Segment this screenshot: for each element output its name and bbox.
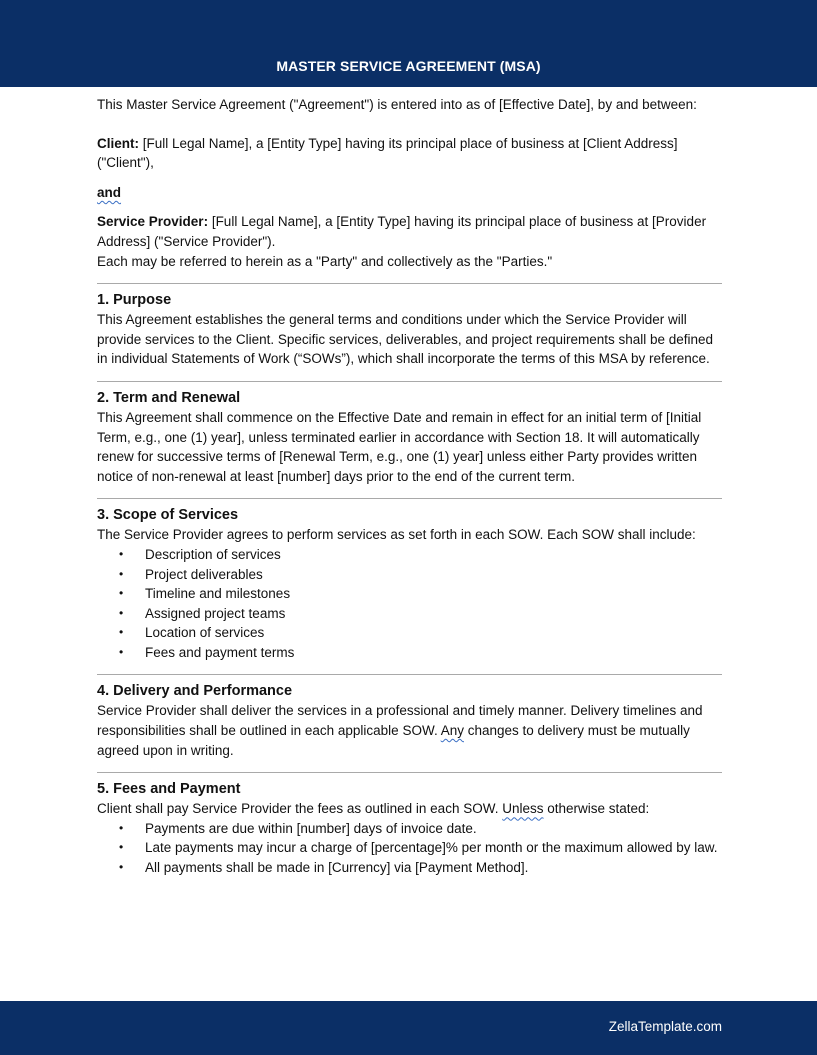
list-item: • Fees and payment terms [119, 644, 295, 660]
list-item: • Timeline and milestones [119, 586, 291, 602]
section-title-delivery: 4. Delivery and Performance [97, 683, 293, 700]
section-divider [97, 498, 722, 499]
list-item: • Late payments may incur a charge of [percentage]% per month or the maximum allowed by law. [119, 840, 718, 856]
section-divider [97, 283, 722, 284]
and-word: and [97, 184, 122, 200]
fees-bullet-list [97, 819, 722, 878]
provider-paragraph [97, 212, 722, 251]
list-item: • Payments are due within [number] days of invoice date. [119, 820, 477, 836]
list-item: • All payments shall be made in [Currency] via [Payment Method]. [119, 860, 529, 876]
footer-band [0, 1001, 817, 1055]
scope-bullet-list [97, 545, 722, 663]
list-item: • Location of services [119, 625, 265, 641]
section-title-fees: 5. Fees and Payment [97, 781, 241, 798]
section-body-delivery: Service Provider shall deliver the services in a professional and timely manner. Delivery timelines and responsibilities shall be outlined in each applicable SOW. Any changes to delivery must be mutually agreed upon in writing. [97, 703, 703, 758]
document-body [97, 95, 722, 878]
client-text: [Full Legal Name], a [Entity Type] having its principal place of business at [Client Address] ("Client"), [97, 135, 678, 171]
client-label: Client: [97, 135, 139, 151]
provider-label: Service Provider: [97, 214, 209, 230]
list-item: • Description of services [119, 546, 281, 562]
header-band [0, 0, 817, 87]
parties-paragraph: Each may be referred to herein as a "Party" and collectively as the "Parties." [97, 253, 553, 269]
document-title: MASTER SERVICE AGREEMENT (MSA) [276, 58, 541, 74]
client-paragraph [97, 134, 722, 173]
section-body-purpose: This Agreement establishes the general terms and conditions under which the Service Provider will provide services to the Client. Specific services, deliverables, and project requirements shall be defined in individual Statements of Work (“SOWs”), which shall incorporate the terms of this MSA by reference. [97, 312, 714, 367]
grammar-flag: Unless [502, 801, 544, 817]
section-body-term: This Agreement shall commence on the Effective Date and remain in effect for an initial term of [Initial Term, e.g., one (1) year], unless terminated earlier in accordance with Section 18. It will automatically renew for successive terms of [Renewal Term, e.g., one (1) year] unless either Party provides written notice of non-renewal at least [number] days prior to the end of the current term. [97, 409, 702, 484]
intro-opening: This Master Service Agreement ("Agreement") is entered into as of [Effective Date], by and between: [97, 97, 697, 112]
grammar-flag: Any [440, 723, 464, 739]
section-title-purpose: 1. Purpose [97, 292, 172, 309]
and-paragraph [97, 183, 722, 203]
section-divider [97, 381, 722, 382]
section-body-scope: The Service Provider agrees to perform services as set forth in each SOW. Each SOW shall include: [97, 527, 696, 543]
list-item: • Project deliverables [119, 566, 263, 582]
section-title-term: 2. Term and Renewal [97, 389, 241, 406]
provider-text: [Full Legal Name], a [Entity Type] having its principal place of business at [Provider Address] ("Service Provider"). [97, 214, 707, 249]
section-title-scope: 3. Scope of Services [97, 507, 239, 524]
section-divider [97, 674, 722, 675]
section-body-fees: Client shall pay Service Provider the fees as outlined in each SOW. Unless otherwise stated: [97, 801, 650, 817]
footer-brand: ZellaTemplate.com [608, 1019, 722, 1034]
section-divider [97, 772, 722, 773]
list-item: • Assigned project teams [119, 605, 286, 621]
